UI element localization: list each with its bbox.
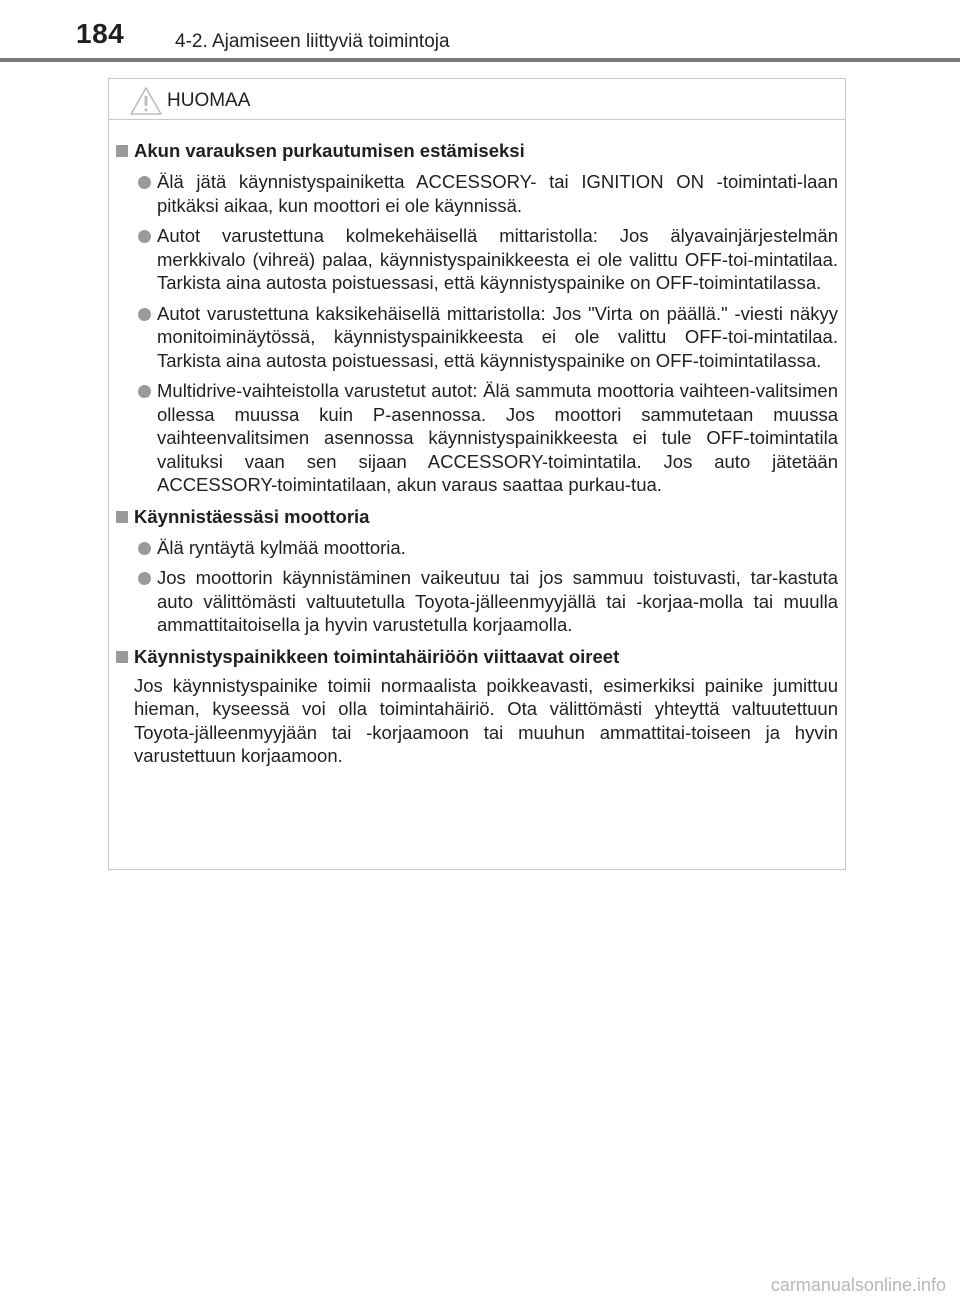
round-bullet-icon [138,176,151,189]
notice-box [108,78,846,870]
section-heading [109,505,845,532]
notice-content [109,131,845,768]
list-item [109,224,845,295]
section-heading [109,645,845,672]
square-bullet-icon [116,651,128,663]
section-paragraph: Jos käynnistyspainike toimii normaalista poikkeavasti, esimerkiksi painike jumittuu hieman, kyseessä voi olla toimintahäiriö. Ota välittömästi yhteyttä valtuutettuun Toyota-jälleenmyyjään tai -korjaamoon tai muuhun ammattitai-toiseen ja hyvin varustettuun korjaamoon. [134,674,838,766]
watermark: carmanualsonline.info [770,1275,946,1295]
square-bullet-icon [116,145,128,157]
list-item-text: Multidrive-vaihteistolla varustetut autot: Älä sammuta moottoria vaihteen-valitsimen ollessa muussa kuin P-asennossa. Jos moottori sammutetaan muussa vaihteenvalitsimen asennossa käynnistyspainikkeesta ei tule OFF-toimintatila valituksi vaan sen sijaan ACCESSORY-toimintatila. Jos auto jätetään ACCESSORY-toimintatilaan, akun varaus saattaa purkau-tua. [157,380,838,495]
section-heading-text: Käynnistäessäsi moottoria [134,505,370,527]
list-item [109,379,845,497]
page-number: 184 [76,18,125,49]
list-item-text: Älä jätä käynnistyspainiketta ACCESSORY- tai IGNITION ON -toimintati-laan pitkäksi aikaa, kun moottori ei ole käynnissä. [157,171,838,216]
section-heading-text: Käynnistyspainikkeen toimintahäiriöön viittaavat oireet [134,645,620,667]
list-item [109,170,845,217]
list-item-text: Älä ryntäytä kylmää moottoria. [157,536,406,558]
round-bullet-icon [138,572,151,585]
list-item-text: Autot varustettuna kolmekehäisellä mittaristolla: Jos älyavainjärjestelmän merkkivalo (vihreä) palaa, käynnistyspainikkeesta ei ole valittu OFF-toi-mintatilaa. Tarkista aina autosta poistuessasi, että käynnistyspainike on OFF-toimintatilassa. [157,225,838,293]
list-item-text: Jos moottorin käynnistäminen vaikeutuu tai jos sammuu toistuvasti, tar-kastuta auto välittömästi valtuutetulla Toyota-jälleenmyyjällä tai -korjaa-molla tai muulla ammattitaitoisella ja hyvin varustetulla korjaamolla. [157,567,838,635]
list-item [109,566,845,637]
round-bullet-icon [138,542,151,555]
warning-triangle-icon [129,86,163,116]
list-item [109,536,845,560]
header-rule [0,58,960,62]
section-heading [109,139,845,166]
notice-header [109,79,845,120]
section-heading-text: Akun varauksen purkautumisen estämiseksi [134,140,525,161]
notice-title: HUOMAA [167,90,251,111]
square-bullet-icon [116,511,128,523]
round-bullet-icon [138,385,151,398]
page-header [0,0,960,62]
list-item [109,302,845,373]
round-bullet-icon [138,308,151,321]
list-item-text: Autot varustettuna kaksikehäisellä mittaristolla: Jos "Virta on päällä." -viesti näkyy monitoiminäytössä, käynnistyspainikkeesta ei ole valittu OFF-toi-mintatilaa. Tarkista aina autosta poistuessasi, että käynnistyspainike on OFF-toimintatilassa. [157,302,838,371]
section-title: 4-2. Ajamiseen liittyviä toimintoja [175,31,450,52]
round-bullet-icon [138,230,151,243]
